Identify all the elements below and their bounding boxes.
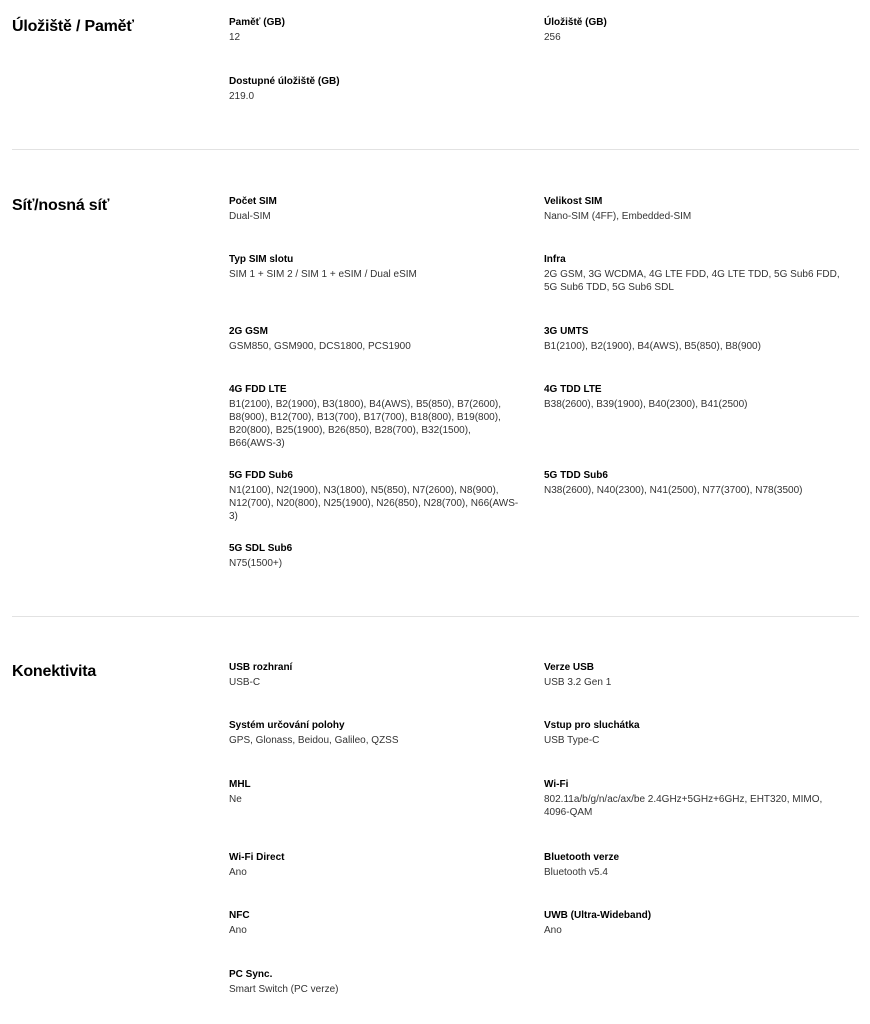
- spec-3g-umts: [544, 325, 844, 353]
- spec-value: B38(2600), B39(1900), B40(2300), B41(2500): [544, 399, 748, 410]
- spec-label: Vstup pro sluchátka: [544, 720, 640, 731]
- spec-sim-count: [229, 195, 519, 223]
- spec-nfc: [229, 909, 519, 937]
- spec-mhl: [229, 778, 519, 806]
- connectivity-section-title: Konektivita: [12, 663, 97, 680]
- spec-5g-sdl-sub6: [229, 542, 519, 570]
- section-divider: [12, 149, 859, 150]
- spec-sim-slot-type: [229, 253, 519, 281]
- spec-value: SIM 1 + SIM 2 / SIM 1 + eSIM / Dual eSIM: [229, 269, 417, 280]
- section-divider: [12, 616, 859, 617]
- spec-label: 5G TDD Sub6: [544, 470, 608, 481]
- spec-bluetooth-version: [544, 851, 844, 879]
- spec-value: USB 3.2 Gen 1: [544, 677, 612, 688]
- spec-5g-tdd-sub6: [544, 469, 844, 497]
- spec-label: Dostupné úložiště (GB): [229, 76, 340, 87]
- spec-label: Wi-Fi Direct: [229, 852, 285, 863]
- spec-headphone-jack: [544, 719, 844, 747]
- spec-5g-fdd-sub6: [229, 469, 519, 523]
- spec-value: Ne: [229, 794, 242, 805]
- spec-value: Ano: [544, 925, 562, 936]
- spec-value: Bluetooth v5.4: [544, 867, 608, 878]
- spec-value: USB-C: [229, 677, 261, 688]
- spec-wifi: [544, 778, 844, 819]
- spec-infra: [544, 253, 844, 294]
- spec-label: 5G SDL Sub6: [229, 543, 293, 554]
- storage-section-title: Úložiště / Paměť: [12, 18, 134, 35]
- spec-4g-tdd-lte: [544, 383, 844, 411]
- spec-value: N38(2600), N40(2300), N41(2500), N77(3700), N78(3500): [544, 485, 803, 496]
- spec-label: Wi-Fi: [544, 779, 569, 790]
- spec-storage: [544, 16, 844, 44]
- spec-label: Počet SIM: [229, 196, 277, 207]
- spec-value: Smart Switch (PC verze): [229, 984, 339, 995]
- spec-label: Verze USB: [544, 662, 595, 673]
- spec-value: B1(2100), B2(1900), B3(1800), B4(AWS), B5(850), B7(2600), B8(900), B12(700), B13(700), B17(700), B18(800), B19(800), B20(800), B25(1900), B26(850), B28(700), B32(1500), B66(AWS-3): [229, 399, 501, 449]
- spec-pc-sync: [229, 968, 519, 996]
- spec-usb-interface: [229, 661, 519, 689]
- spec-uwb: [544, 909, 844, 937]
- spec-value: N75(1500+): [229, 558, 283, 569]
- spec-usb-version: [544, 661, 844, 689]
- spec-label: Systém určování polohy: [229, 720, 345, 731]
- spec-memory: [229, 16, 519, 44]
- spec-value: Ano: [229, 867, 247, 878]
- spec-value: 802.11a/b/g/n/ac/ax/be 2.4GHz+5GHz+6GHz, EHT320, MIMO, 4096-QAM: [544, 794, 823, 818]
- spec-positioning-system: [229, 719, 519, 747]
- spec-label: 5G FDD Sub6: [229, 470, 293, 481]
- spec-value: 12: [229, 32, 241, 43]
- spec-label: Typ SIM slotu: [229, 254, 294, 265]
- spec-label: Infra: [544, 254, 566, 265]
- spec-label: Paměť (GB): [229, 17, 285, 28]
- spec-label: USB rozhraní: [229, 662, 293, 673]
- spec-value: 2G GSM, 3G WCDMA, 4G LTE FDD, 4G LTE TDD, 5G Sub6 FDD, 5G Sub6 TDD, 5G Sub6 SDL: [544, 269, 840, 293]
- spec-value: B1(2100), B2(1900), B4(AWS), B5(850), B8(900): [544, 341, 761, 352]
- spec-value: Nano-SIM (4FF), Embedded-SIM: [544, 211, 692, 222]
- spec-label: 4G FDD LTE: [229, 384, 287, 395]
- spec-label: 3G UMTS: [544, 326, 589, 337]
- spec-value: USB Type-C: [544, 735, 600, 746]
- spec-label: 2G GSM: [229, 326, 268, 337]
- spec-label: Velikost SIM: [544, 196, 603, 207]
- spec-label: Bluetooth verze: [544, 852, 620, 863]
- spec-value: 219.0: [229, 91, 255, 102]
- spec-label: PC Sync.: [229, 969, 273, 980]
- spec-wifi-direct: [229, 851, 519, 879]
- spec-value: N1(2100), N2(1900), N3(1800), N5(850), N7(2600), N8(900), N12(700), N20(800), N25(1900), N26(850), N28(700), N66(AWS-3): [229, 485, 519, 522]
- spec-label: UWB (Ultra-Wideband): [544, 910, 652, 921]
- spec-value: Dual-SIM: [229, 211, 271, 222]
- spec-sim-size: [544, 195, 844, 223]
- spec-value: GSM850, GSM900, DCS1800, PCS1900: [229, 341, 411, 352]
- spec-label: 4G TDD LTE: [544, 384, 602, 395]
- spec-2g-gsm: [229, 325, 519, 353]
- spec-value: Ano: [229, 925, 247, 936]
- spec-available-storage: [229, 75, 519, 103]
- spec-label: Úložiště (GB): [544, 17, 607, 28]
- spec-value: 256: [544, 32, 561, 43]
- spec-value: GPS, Glonass, Beidou, Galileo, QZSS: [229, 735, 399, 746]
- spec-label: NFC: [229, 910, 250, 921]
- spec-label: MHL: [229, 779, 251, 790]
- network-section-title: Síť/nosná síť: [12, 197, 110, 214]
- spec-4g-fdd-lte: [229, 383, 519, 450]
